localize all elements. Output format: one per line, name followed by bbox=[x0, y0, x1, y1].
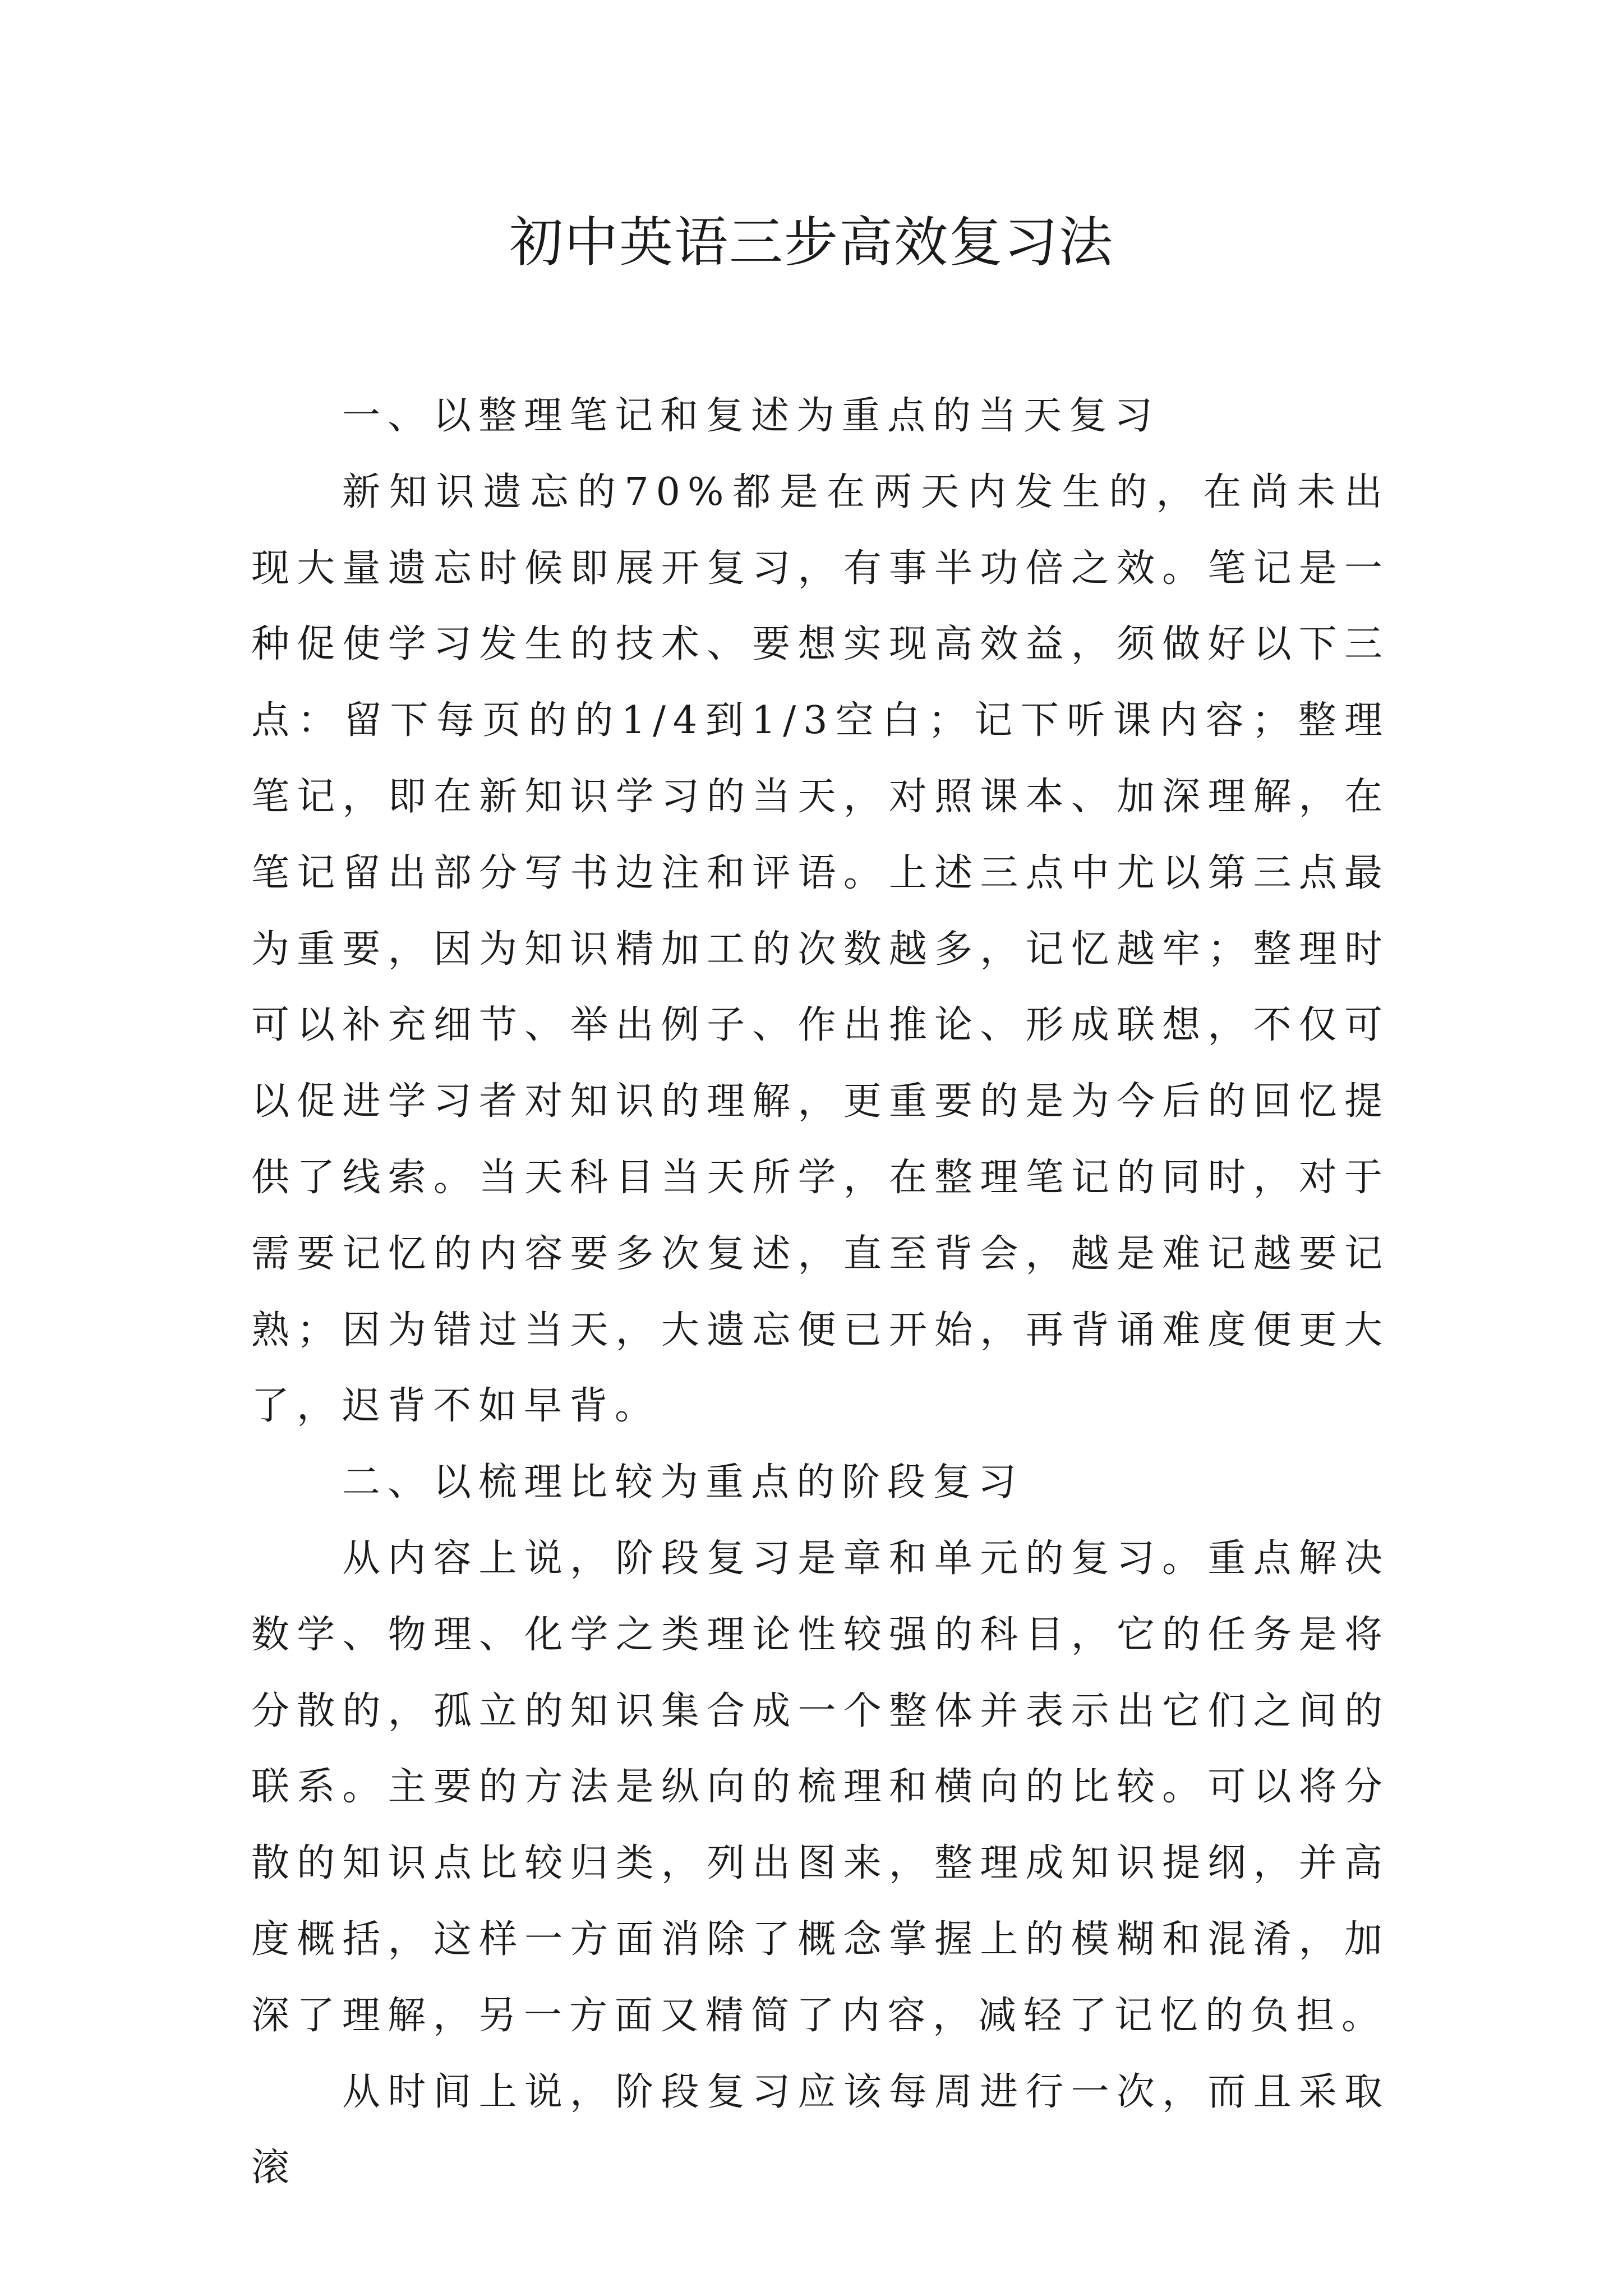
paragraph-stage-review-time: 从时间上说，阶段复习应该每周进行一次，而且采取滚 bbox=[251, 2069, 1390, 2191]
section-heading-1: 一、以整理笔记和复述为重点的当天复习 bbox=[342, 394, 1160, 438]
paragraph-stage-review-content: 从内容上说，阶段复习是章和单元的复习。重点解决数学、物理、化学之类理论性较强的科目，它的任务是将分散的，孤立的知识集合成一个整体并表示出它们之间的联系。主要的方法是纵向的梳理和横向的比较。可以将分散的知识点比较归类，列出图来，整理成知识提纲，并高度概括，这样一方面消除了概念掌握上的模糊和混淆，加深了理解，另一方面又精简了内容，减轻了记忆的负担。 bbox=[251, 1536, 1390, 2038]
document-body bbox=[251, 378, 1390, 2206]
section-heading-2: 二、以梳理比较为重点的阶段复习 bbox=[342, 1460, 1024, 1505]
paragraph-daily-review: 新知识遗忘的70%都是在两天内发生的，在尚未出现大量遗忘时候即展开复习，有事半功倍之效。笔记是一种促使学习发生的技术、要想实现高效益，须做好以下三点：留下每页的的1/4到1/3空白；记下听课内容；整理笔记，即在新知识学习的当天，对照课本、加深理解，在笔记留出部分写书边注和评语。上述三点中尤以第三点最为重要，因为知识精加工的次数越多，记忆越牢；整理时可以补充细节、举出例子、作出推论、形成联想，不仅可以促进学习者对知识的理解，更重要的是为今后的回忆提供了线索。当天科目当天所学，在整理笔记的同时，对于需要记忆的内容要多次复述，直至背会，越是难记越要记熟；因为错过当天，大遗忘便已开始，再背诵难度便更大了，迟背不如早背。 bbox=[251, 470, 1390, 1429]
document-title: 初中英语三步高效复习法 bbox=[509, 211, 1114, 274]
